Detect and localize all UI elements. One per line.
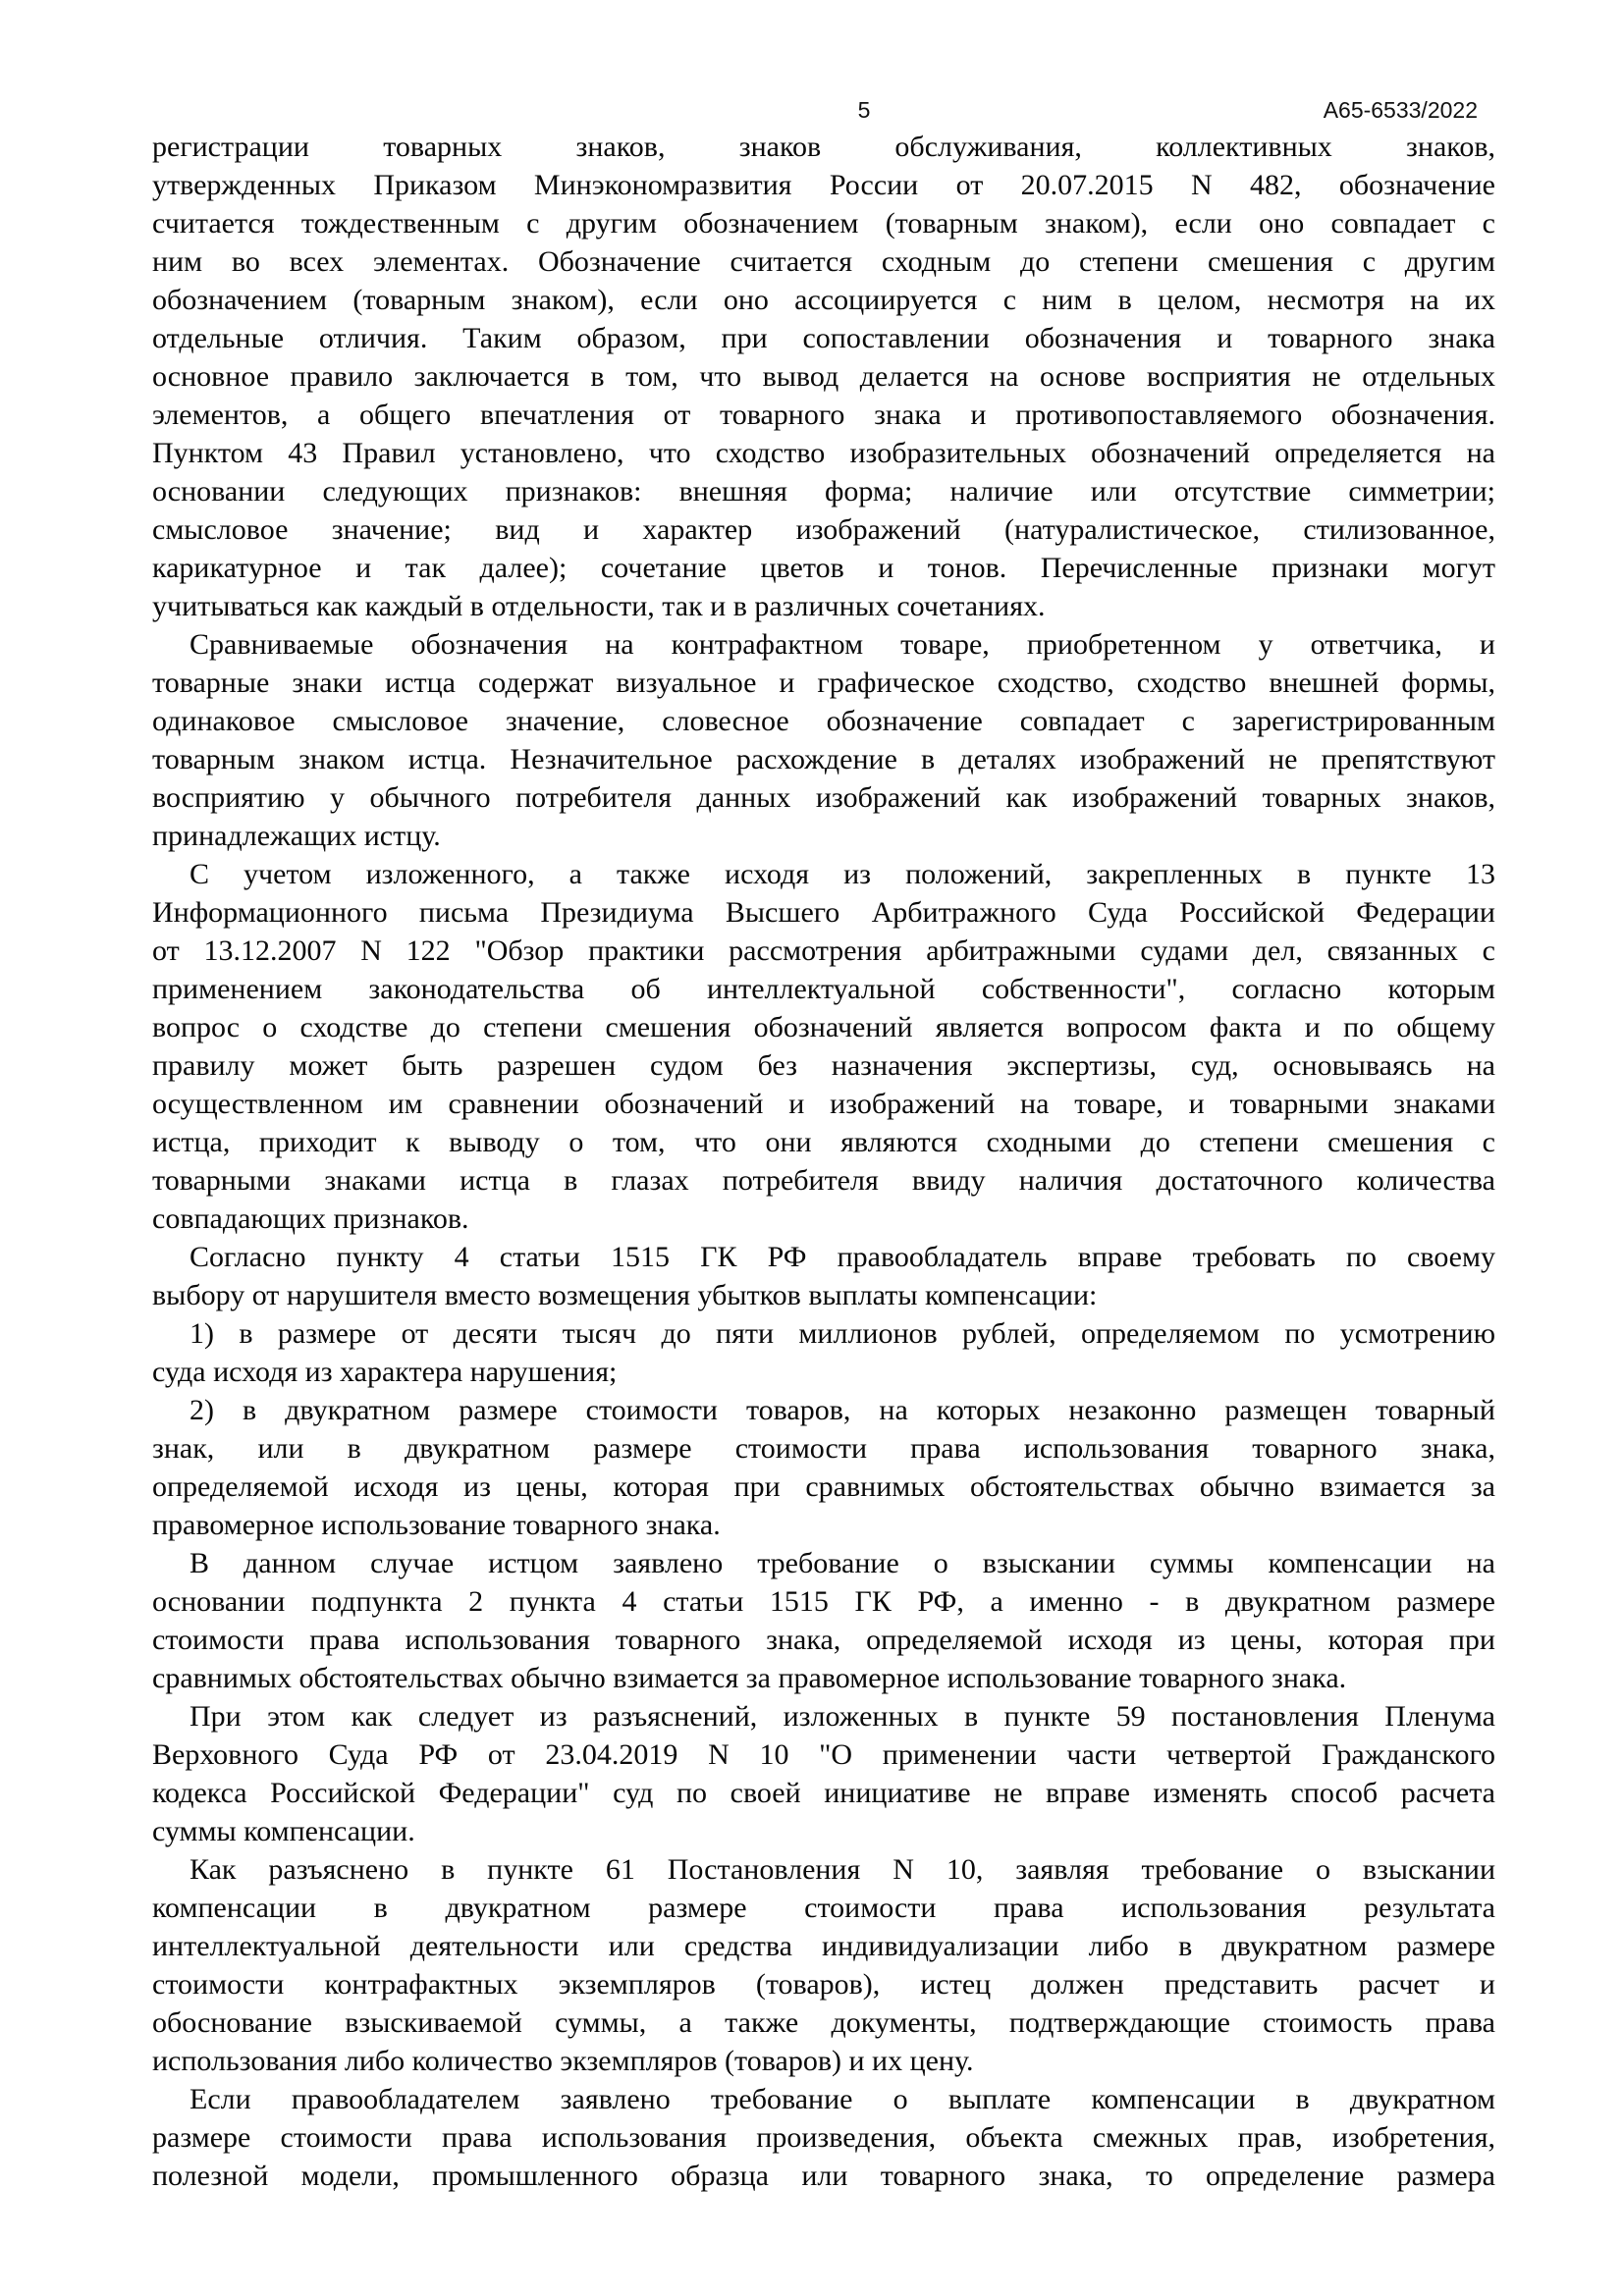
text-line: выбору от нарушителя вместо возмещения убытков выплаты компенсации: <box>152 1279 1098 1311</box>
text-line: основное правило заключается в том, что вывод делается на основе восприятия не отдельных <box>152 360 1495 393</box>
paragraph <box>152 1544 1495 1697</box>
text-line: правилу может быть разрешен судом без назначения экспертизы, суд, основываясь на <box>152 1049 1495 1082</box>
text-line: смысловое значение; вид и характер изображений (натуралистическое, стилизованное, <box>152 513 1495 546</box>
text-line: суммы компенсации. <box>152 1815 415 1847</box>
text-line: элементов, а общего впечатления от товарного знака и противопоставляемого обозначения. <box>152 399 1495 431</box>
text-line: размере стоимости права использования произведения, объекта смежных прав, изобретения, <box>152 2121 1495 2154</box>
text-line: от 13.12.2007 N 122 "Обзор практики рассмотрения арбитражными судами дел, связанных с <box>152 934 1495 967</box>
text-line: учитываться как каждый в отдельности, так и в различных сочетаниях. <box>152 590 1046 622</box>
paragraph <box>152 1238 1495 1314</box>
paragraph <box>152 128 1495 625</box>
text-line: применением законодательства об интеллектуальной собственности", согласно которым <box>152 973 1495 1005</box>
text-line: суда исходя из характера нарушения; <box>152 1356 618 1388</box>
text-line: Согласно пункту 4 статьи 1515 ГК РФ правообладатель вправе требовать по своему <box>189 1241 1495 1273</box>
text-line: Пунктом 43 Правил установлено, что сходство изобразительных обозначений определяется на <box>152 437 1495 469</box>
text-line: Верховного Суда РФ от 23.04.2019 N 10 "О применении части четвертой Гражданского <box>152 1738 1495 1771</box>
text-line: принадлежащих истцу. <box>152 820 441 852</box>
text-line: осуществленном им сравнении обозначений и изображений на товаре, и товарными знаками <box>152 1088 1495 1120</box>
text-line: товарным знаком истца. Незначительное расхождение в деталях изображений не препятствуют <box>152 743 1495 775</box>
text-line: обоснование взыскиваемой суммы, а также документы, подтверждающие стоимость права <box>152 2006 1495 2039</box>
page-header <box>152 95 1495 125</box>
paragraph <box>152 1697 1495 1850</box>
text-line: С учетом изложенного, а также исходя из положений, закрепленных в пункте 13 <box>189 858 1495 890</box>
text-line: утвержденных Приказом Минэкономразвития России от 20.07.2015 N 482, обозначение <box>152 169 1495 201</box>
text-line: В данном случае истцом заявлено требование о взыскании суммы компенсации на <box>189 1547 1495 1579</box>
text-line: полезной модели, промышленного образца или товарного знака, то определение размера <box>152 2160 1495 2192</box>
text-line: карикатурное и так далее); сочетание цветов и тонов. Перечисленные признаки могут <box>152 552 1495 584</box>
text-line: товарные знаки истца содержат визуальное и графическое сходство, сходство внешней формы, <box>152 667 1495 699</box>
text-line: Сравниваемые обозначения на контрафактном товаре, приобретенном у ответчика, и <box>189 628 1495 661</box>
text-line: компенсации в двукратном размере стоимости права использования результата <box>152 1892 1495 1924</box>
page-number: 5 <box>857 97 871 123</box>
text-line: использования либо количество экземпляров (товаров) и их цену. <box>152 2045 974 2077</box>
text-line: При этом как следует из разъяснений, изложенных в пункте 59 постановления Пленума <box>189 1700 1495 1733</box>
text-line: сравнимых обстоятельствах обычно взимается за правомерное использование товарного знака. <box>152 1662 1347 1694</box>
text-line: одинаковое смысловое значение, словесное обозначение совпадает с зарегистрированным <box>152 705 1495 737</box>
text-line: определяемой исходя из цены, которая при сравнимых обстоятельствах обычно взимается за <box>152 1470 1495 1503</box>
text-line: основании следующих признаков: внешняя форма; наличие или отсутствие симметрии; <box>152 475 1495 507</box>
text-line: кодекса Российской Федерации" суд по своей инициативе не вправе изменять способ расчета <box>152 1777 1495 1809</box>
paragraph <box>152 1314 1495 1391</box>
text-line: регистрации товарных знаков, знаков обслуживания, коллективных знаков, <box>152 131 1495 163</box>
text-line: 1) в размере от десяти тысяч до пяти миллионов рублей, определяемом по усмотрению <box>189 1317 1495 1350</box>
document-body <box>152 128 1495 2195</box>
text-line: интеллектуальной деятельности или средства индивидуализации либо в двукратном размере <box>152 1930 1495 1962</box>
text-line: совпадающих признаков. <box>152 1202 469 1235</box>
text-line: Как разъяснено в пункте 61 Постановления N 10, заявляя требование о взыскании <box>189 1853 1495 1886</box>
paragraph <box>152 1850 1495 2080</box>
paragraph <box>152 625 1495 855</box>
paragraph <box>152 855 1495 1238</box>
text-line: ним во всех элементах. Обозначение считается сходным до степени смешения с другим <box>152 245 1495 278</box>
text-line: считается тождественным с другим обозначением (товарным знаком), если оно совпадает с <box>152 207 1495 240</box>
case-number: А65-6533/2022 <box>1323 97 1478 123</box>
text-line: вопрос о сходстве до степени смешения обозначений является вопросом факта и по общему <box>152 1011 1495 1043</box>
text-line: 2) в двукратном размере стоимости товаров, на которых незаконно размещен товарный <box>189 1394 1495 1426</box>
text-line: основании подпункта 2 пункта 4 статьи 1515 ГК РФ, а именно - в двукратном размере <box>152 1585 1495 1618</box>
paragraph <box>152 2080 1495 2195</box>
text-line: истца, приходит к выводу о том, что они являются сходными до степени смешения с <box>152 1126 1495 1158</box>
text-line: обозначением (товарным знаком), если оно ассоциируется с ним в целом, несмотря на их <box>152 284 1495 316</box>
text-line: восприятию у обычного потребителя данных изображений как изображений товарных знаков, <box>152 781 1495 814</box>
text-line: стоимости контрафактных экземпляров (товаров), истец должен представить расчет и <box>152 1968 1495 2001</box>
text-line: правомерное использование товарного знака. <box>152 1509 721 1541</box>
text-line: знак, или в двукратном размере стоимости права использования товарного знака, <box>152 1432 1495 1465</box>
text-line: Если правообладателем заявлено требование о выплате компенсации в двукратном <box>189 2083 1495 2115</box>
text-line: товарными знаками истца в глазах потребителя ввиду наличия достаточного количества <box>152 1164 1495 1197</box>
paragraph <box>152 1391 1495 1544</box>
text-line: отдельные отличия. Таким образом, при сопоставлении обозначения и товарного знака <box>152 322 1495 354</box>
text-line: Информационного письма Президиума Высшего Арбитражного Суда Российской Федерации <box>152 896 1495 929</box>
text-line: стоимости права использования товарного знака, определяемой исходя из цены, которая при <box>152 1624 1495 1656</box>
